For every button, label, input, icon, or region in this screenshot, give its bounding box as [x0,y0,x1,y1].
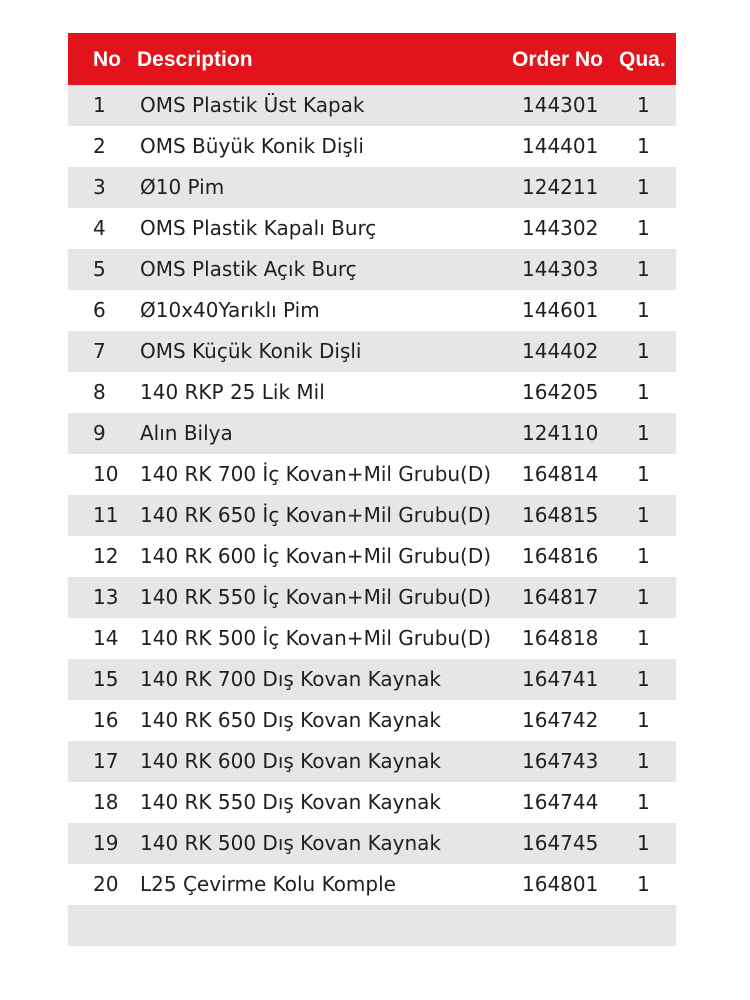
cell-quantity: 1 [637,380,650,404]
cell-quantity: 1 [637,134,650,158]
cell-description: 140 RK 550 İç Kovan+Mil Grubu(D) [140,585,492,609]
cell-quantity: 1 [637,790,650,814]
table-row [68,782,676,823]
cell-quantity: 1 [637,93,650,117]
cell-order-no: 144601 [522,298,599,322]
header-no: No [93,48,121,71]
table-row [68,823,676,864]
cell-quantity: 1 [637,175,650,199]
table-row [68,741,676,782]
cell-description: L25 Çevirme Kolu Komple [140,872,396,896]
cell-no: 13 [93,585,119,609]
cell-description: OMS Plastik Açık Burç [140,257,357,281]
cell-description: 140 RK 500 Dış Kovan Kaynak [140,831,442,855]
cell-order-no: 164742 [522,708,599,732]
cell-description: Alın Bilya [140,421,233,445]
cell-quantity: 1 [637,257,650,281]
table-row [68,372,676,413]
parts-table [68,33,676,946]
cell-no: 17 [93,749,119,773]
cell-quantity: 1 [637,544,650,568]
cell-order-no: 164741 [522,667,599,691]
table-row [68,167,676,208]
cell-quantity: 1 [637,503,650,527]
cell-no: 3 [93,175,106,199]
header-description: Description [137,48,253,71]
cell-order-no: 164745 [522,831,599,855]
table-row [68,249,676,290]
cell-quantity: 1 [637,667,650,691]
cell-no: 16 [93,708,119,732]
table-row [68,618,676,659]
empty-row [68,905,676,946]
cell-no: 8 [93,380,106,404]
cell-order-no: 144303 [522,257,599,281]
cell-description: OMS Plastik Üst Kapak [140,93,365,117]
cell-description: OMS Büyük Konik Dişli [140,134,364,158]
cell-quantity: 1 [637,872,650,896]
table-row [68,536,676,577]
cell-description: 140 RK 650 Dış Kovan Kaynak [140,708,442,732]
cell-order-no: 164801 [522,872,599,896]
cell-no: 12 [93,544,119,568]
cell-no: 10 [93,462,119,486]
cell-quantity: 1 [637,298,650,322]
cell-order-no: 144302 [522,216,599,240]
cell-order-no: 164817 [522,585,599,609]
table-row [68,85,676,126]
cell-no: 5 [93,257,106,281]
table-row [68,864,676,905]
table-row [68,413,676,454]
table-row [68,495,676,536]
cell-quantity: 1 [637,626,650,650]
table-row [68,331,676,372]
cell-order-no: 144301 [522,93,599,117]
header-order-no: Order No [512,48,604,71]
cell-description: 140 RK 600 İç Kovan+Mil Grubu(D) [140,544,492,568]
cell-description: 140 RK 700 İç Kovan+Mil Grubu(D) [140,462,492,486]
header-quantity: Qua. [619,48,666,71]
cell-order-no: 144402 [522,339,599,363]
cell-description: 140 RK 550 Dış Kovan Kaynak [140,790,442,814]
cell-no: 14 [93,626,119,650]
cell-no: 2 [93,134,106,158]
table-row [68,577,676,618]
cell-order-no: 164818 [522,626,599,650]
cell-order-no: 124211 [522,175,599,199]
cell-description: 140 RK 650 İç Kovan+Mil Grubu(D) [140,503,492,527]
cell-quantity: 1 [637,216,650,240]
cell-no: 6 [93,298,106,322]
cell-order-no: 164814 [522,462,599,486]
table-row [68,659,676,700]
cell-description: 140 RK 600 Dış Kovan Kaynak [140,749,442,773]
cell-description: 140 RKP 25 Lik Mil [140,380,325,404]
cell-no: 19 [93,831,119,855]
cell-quantity: 1 [637,462,650,486]
cell-no: 15 [93,667,119,691]
cell-order-no: 164743 [522,749,599,773]
table-row [68,290,676,331]
cell-no: 1 [93,93,106,117]
cell-description: 140 RK 500 İç Kovan+Mil Grubu(D) [140,626,492,650]
cell-no: 11 [93,503,119,527]
cell-description: 140 RK 700 Dış Kovan Kaynak [140,667,442,691]
table-row [68,454,676,495]
cell-no: 9 [93,421,106,445]
cell-description: Ø10x40Yarıklı Pim [140,298,320,322]
cell-description: OMS Plastik Kapalı Burç [140,216,377,240]
cell-quantity: 1 [637,749,650,773]
table-row [68,700,676,741]
cell-order-no: 164816 [522,544,599,568]
cell-no: 18 [93,790,119,814]
table-row [68,126,676,167]
cell-no: 20 [93,872,119,896]
table-row [68,208,676,249]
cell-order-no: 164744 [522,790,599,814]
cell-order-no: 164815 [522,503,599,527]
cell-quantity: 1 [637,831,650,855]
cell-quantity: 1 [637,421,650,445]
cell-no: 7 [93,339,106,363]
cell-quantity: 1 [637,708,650,732]
table-header [68,33,676,85]
cell-description: OMS Küçük Konik Dişli [140,339,362,363]
cell-order-no: 144401 [522,134,599,158]
cell-order-no: 124110 [522,421,599,445]
cell-order-no: 164205 [522,380,599,404]
cell-description: Ø10 Pim [140,175,225,199]
cell-no: 4 [93,216,106,240]
cell-quantity: 1 [637,585,650,609]
cell-quantity: 1 [637,339,650,363]
